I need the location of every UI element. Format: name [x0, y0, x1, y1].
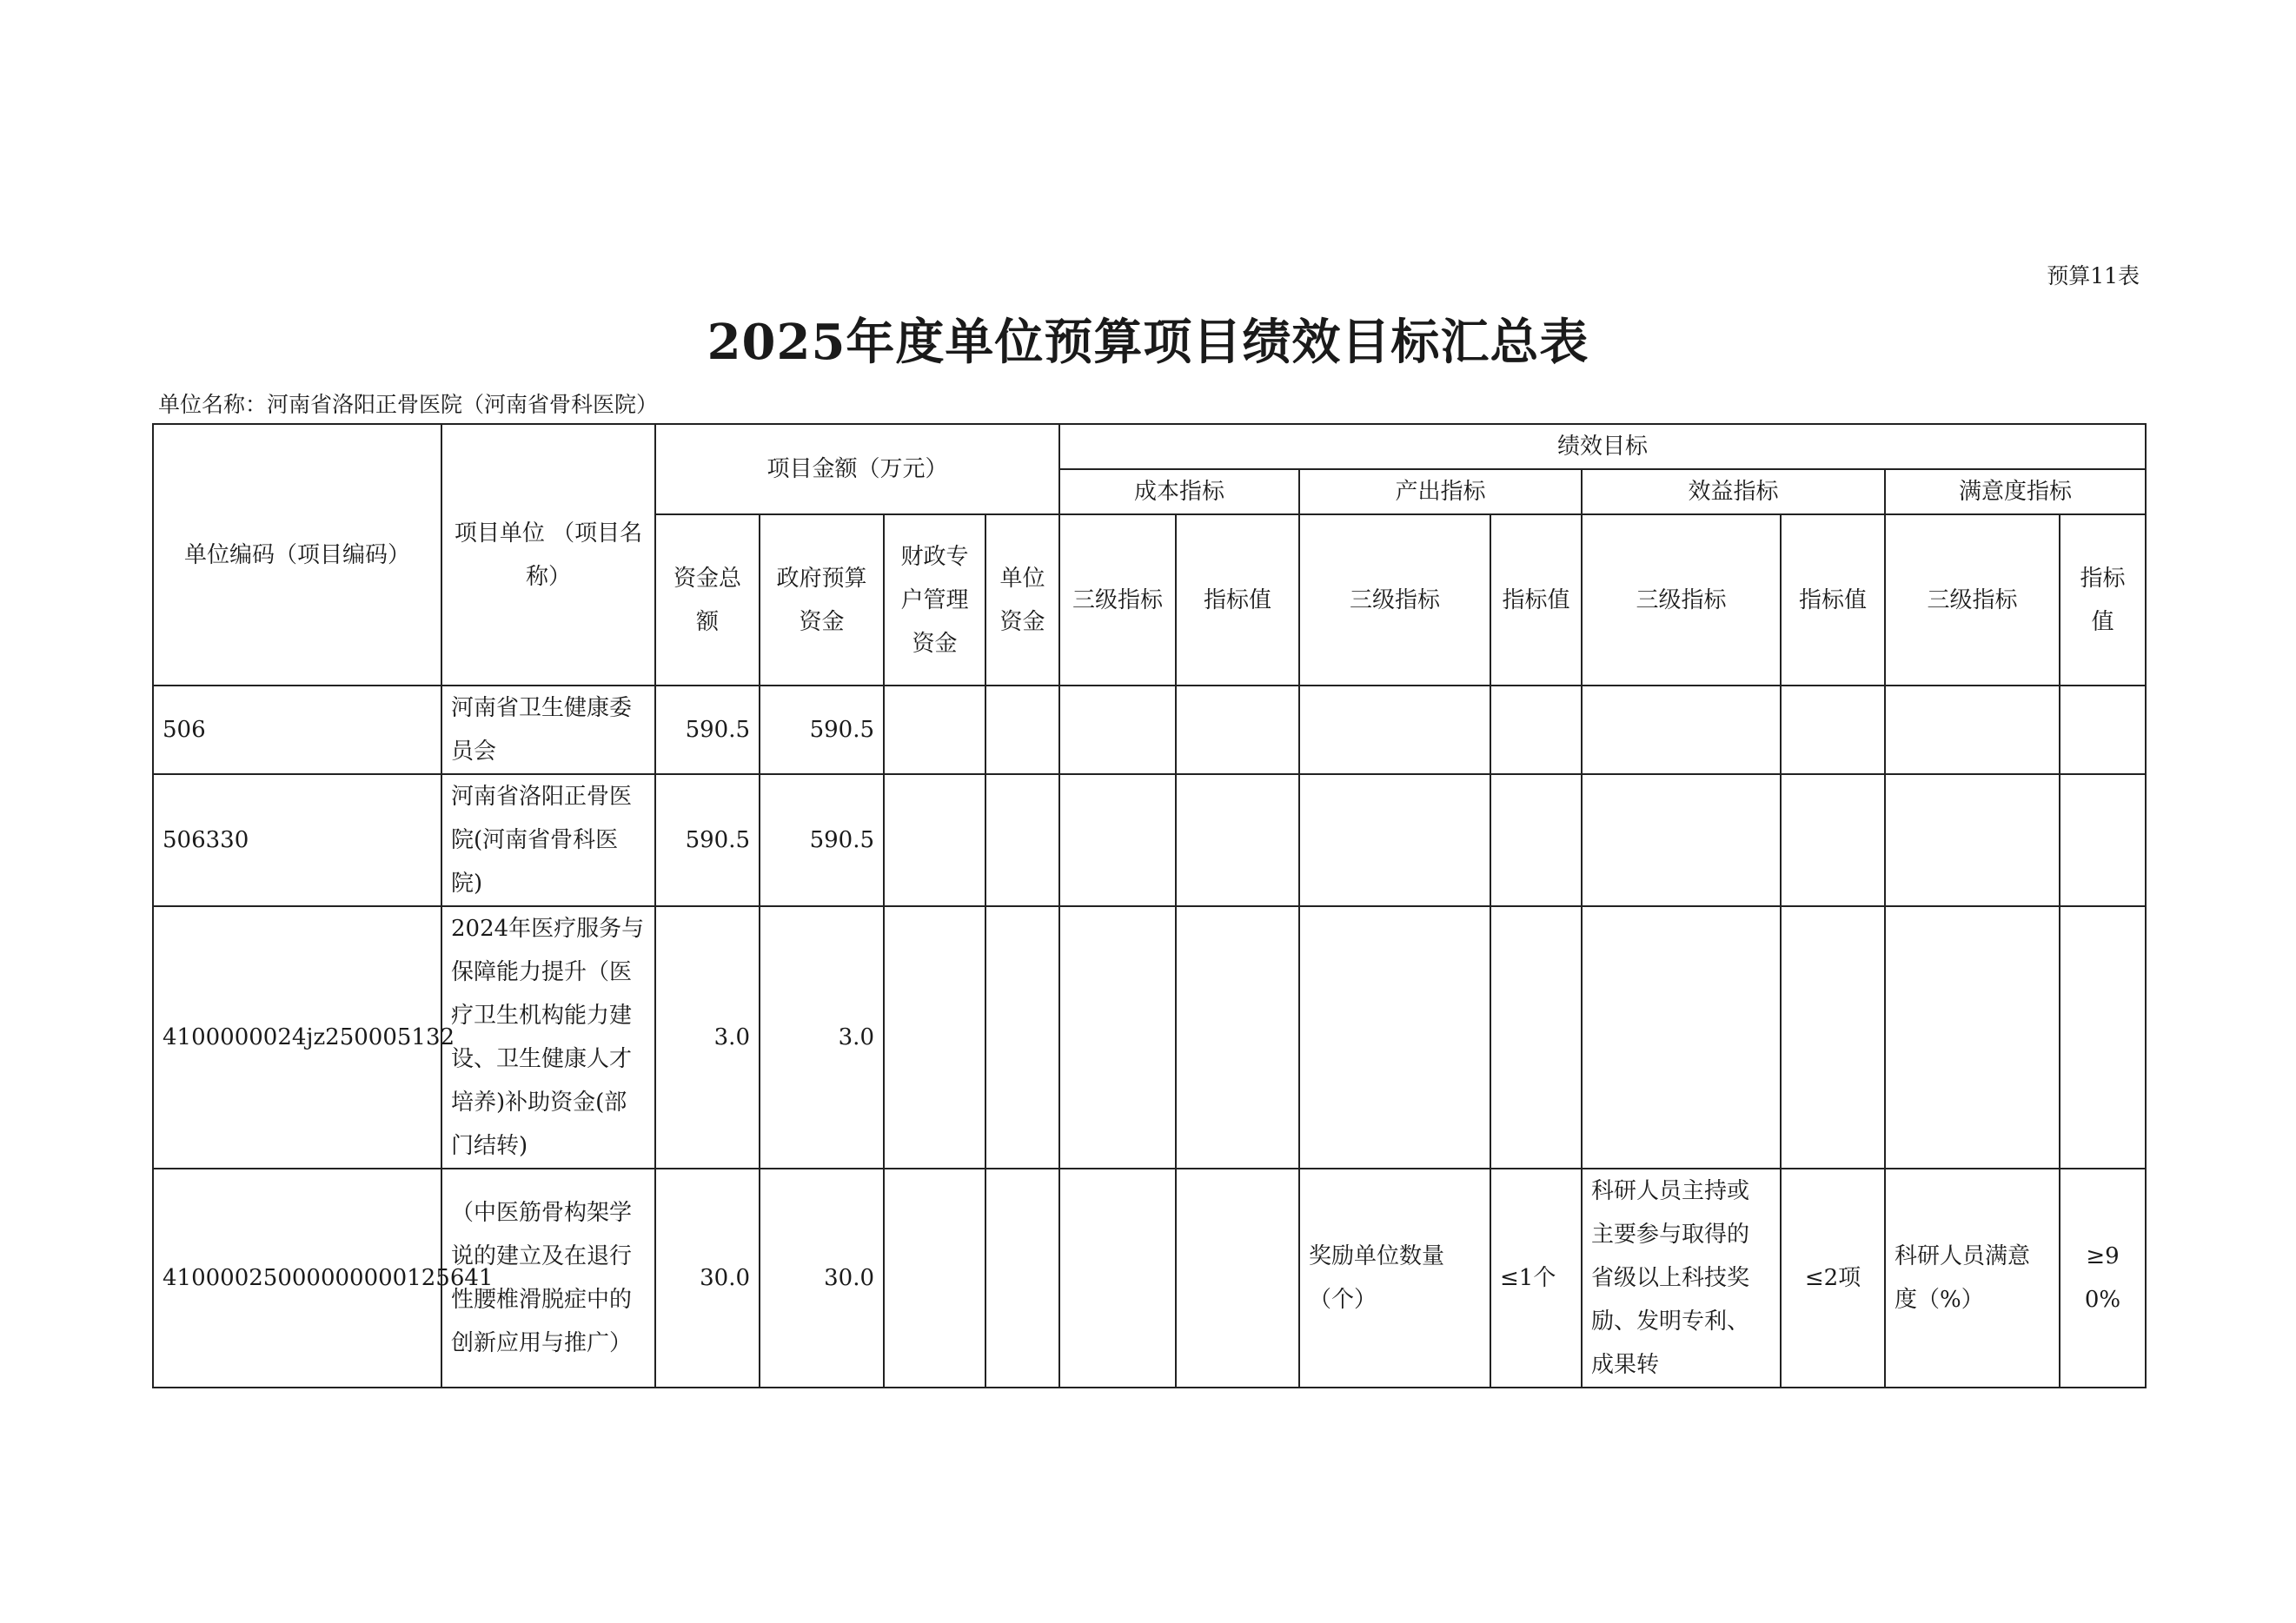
header-benefit-group: 效益指标 [1582, 469, 1885, 514]
cell-output-indicator [1299, 686, 1490, 774]
cell-cost-value [1176, 1169, 1299, 1388]
cell-output-value: ≤1个 [1490, 1169, 1582, 1388]
cell-benefit-value: ≤2项 [1781, 1169, 1885, 1388]
cell-benefit-value [1781, 774, 1885, 906]
cell-total: 30.0 [655, 1169, 760, 1388]
cell-benefit-indicator [1582, 774, 1781, 906]
cell-finance-special [884, 1169, 985, 1388]
cell-gov: 590.5 [760, 686, 884, 774]
cell-benefit-value [1781, 686, 1885, 774]
header-satisfaction-group: 满意度指标 [1885, 469, 2146, 514]
cell-benefit-indicator [1582, 906, 1781, 1169]
table-number-label: 预算11表 [2047, 263, 2140, 288]
header-unit-code: 单位编码（项目编码） [153, 424, 441, 686]
header-total-funds: 资金总额 [655, 514, 760, 686]
cell-project-name: 2024年医疗服务与保障能力提升（医疗卫生机构能力建设、卫生健康人才培养)补助资金(部门结转) [441, 906, 655, 1169]
cell-satisfaction-value [2060, 774, 2146, 906]
cell-satisfaction-indicator [1885, 774, 2060, 906]
cell-output-value [1490, 906, 1582, 1169]
header-cost-level3: 三级指标 [1059, 514, 1176, 686]
cell-cost-indicator [1059, 906, 1176, 1169]
cell-total: 590.5 [655, 686, 760, 774]
header-output-group: 产出指标 [1299, 469, 1582, 514]
header-unit-funds: 单位资金 [985, 514, 1059, 686]
unit-name-line: 单位名称：河南省洛阳正骨医院（河南省骨科医院） [158, 392, 659, 417]
cell-code: 506 [153, 686, 441, 774]
cell-gov: 590.5 [760, 774, 884, 906]
cell-unit-funds [985, 906, 1059, 1169]
cell-output-indicator: 奖励单位数量（个） [1299, 1169, 1490, 1388]
cell-project-name: 河南省卫生健康委员会 [441, 686, 655, 774]
cell-total: 590.5 [655, 774, 760, 906]
cell-satisfaction-value: ≥90% [2060, 1169, 2146, 1388]
cell-cost-value [1176, 906, 1299, 1169]
cell-satisfaction-indicator [1885, 686, 2060, 774]
header-performance-group: 绩效目标 [1059, 424, 2146, 469]
header-benefit-level3: 三级指标 [1582, 514, 1781, 686]
cell-cost-value [1176, 686, 1299, 774]
cell-cost-value [1176, 774, 1299, 906]
cell-satisfaction-indicator [1885, 906, 2060, 1169]
table-row [153, 906, 2146, 1169]
cell-satisfaction-value [2060, 686, 2146, 774]
header-finance-special: 财政专户管理资金 [884, 514, 985, 686]
cell-unit-funds [985, 686, 1059, 774]
cell-output-value [1490, 774, 1582, 906]
header-output-level3: 三级指标 [1299, 514, 1490, 686]
cell-cost-indicator [1059, 1169, 1176, 1388]
cell-code: 41000025000000000125641 [153, 1169, 441, 1388]
performance-goals-table [152, 423, 2147, 1388]
header-satisfaction-value: 指标值 [2060, 514, 2146, 686]
header-gov-budget: 政府预算资金 [760, 514, 884, 686]
table-row [153, 1169, 2146, 1388]
cell-gov: 3.0 [760, 906, 884, 1169]
header-project-unit: 项目单位 （项目名称） [441, 424, 655, 686]
cell-unit-funds [985, 774, 1059, 906]
header-output-value: 指标值 [1490, 514, 1582, 686]
table-row [153, 686, 2146, 774]
header-cost-group: 成本指标 [1059, 469, 1299, 514]
cell-cost-indicator [1059, 686, 1176, 774]
cell-output-indicator [1299, 906, 1490, 1169]
header-amount-group: 项目金额（万元） [655, 424, 1059, 514]
document-title: 2025年度单位预算项目绩效目标汇总表 [707, 314, 1589, 371]
header-benefit-value: 指标值 [1781, 514, 1885, 686]
cell-finance-special [884, 906, 985, 1169]
cell-benefit-indicator [1582, 686, 1781, 774]
cell-project-name: （中医筋骨构架学说的建立及在退行性腰椎滑脱症中的创新应用与推广） [441, 1169, 655, 1388]
cell-benefit-value [1781, 906, 1885, 1169]
header-satisfaction-level3: 三级指标 [1885, 514, 2060, 686]
cell-unit-funds [985, 1169, 1059, 1388]
cell-finance-special [884, 686, 985, 774]
cell-project-name: 河南省洛阳正骨医院(河南省骨科医院) [441, 774, 655, 906]
cell-cost-indicator [1059, 774, 1176, 906]
cell-output-indicator [1299, 774, 1490, 906]
header-row-1 [153, 424, 2146, 469]
cell-benefit-indicator: 科研人员主持或主要参与取得的省级以上科技奖励、发明专利、成果转 [1582, 1169, 1781, 1388]
cell-output-value [1490, 686, 1582, 774]
cell-code: 506330 [153, 774, 441, 906]
cell-code: 4100000024jz250005132 [153, 906, 441, 1169]
cell-satisfaction-indicator: 科研人员满意度（%） [1885, 1169, 2060, 1388]
cell-finance-special [884, 774, 985, 906]
header-cost-value: 指标值 [1176, 514, 1299, 686]
cell-gov: 30.0 [760, 1169, 884, 1388]
cell-total: 3.0 [655, 906, 760, 1169]
table-row [153, 774, 2146, 906]
cell-satisfaction-value [2060, 906, 2146, 1169]
